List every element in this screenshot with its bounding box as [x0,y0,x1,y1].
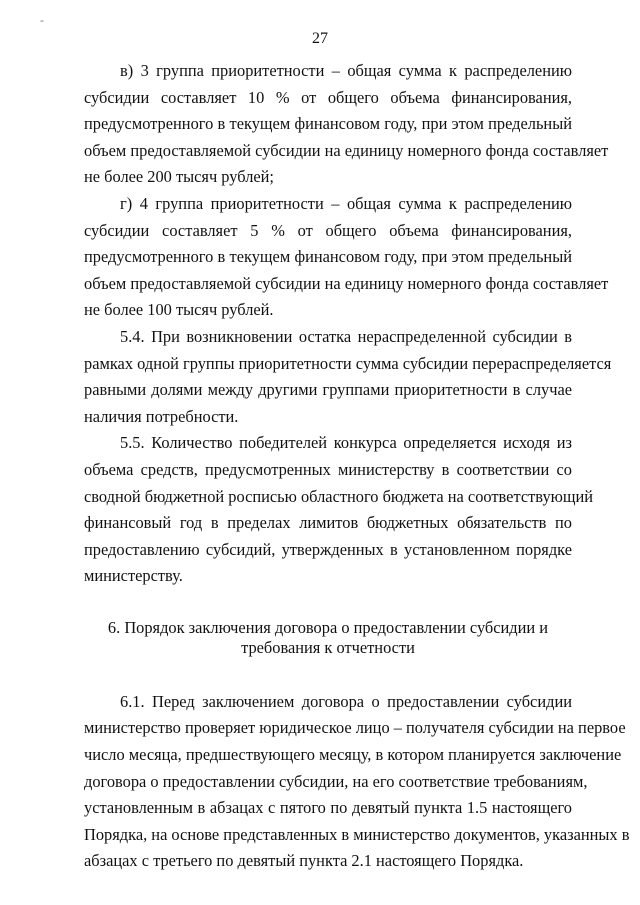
paragraph-priority-group-4 [84,191,609,324]
section-heading [84,618,572,658]
paragraph-5-4 [84,324,612,430]
text-line: министерство проверяет юридическое лицо – получателя субсидии на первое [84,718,626,738]
text-line: договора о предоставлении субсидии, на его соответствие требованиям, [84,771,588,791]
corner-mark: - [40,13,44,27]
text-line: предусмотренного в текущем финансовом году, при этом предельный [84,247,572,267]
text-line: 5.5. Количество победителей конкурса определяется исходя из [120,433,572,453]
section-heading-line: 6. Порядок заключения договора о предоставлении субсидии и [107,617,549,637]
text-line: установленным в абзацах с пятого по девятый пункта 1.5 настоящего [84,798,572,818]
text-line: Порядка, на основе представленных в министерство документов, указанных в [84,824,630,844]
paragraph-6-1 [84,689,630,875]
text-line: г) 4 группа приоритетности – общая сумма к распределению [120,193,572,213]
text-line: сводной бюджетной росписью областного бюджета на соответствующий [84,486,594,506]
text-line: наличия потребности. [84,406,239,426]
text-line: объем предоставляемой субсидии на единицу номерного фонда составляет [84,273,609,293]
text-line: абзацах с третьего по девятый пункта 2.1 настоящего Порядка. [84,851,524,871]
text-line: 5.4. При возникновении остатка нераспределенной субсидии в [120,326,572,346]
text-line: число месяца, предшествующего месяцу, в котором планируется заключение [84,745,622,765]
spacer [84,590,572,618]
page-number: 27 [312,30,328,47]
text-line: субсидии составляет 10 % от общего объема финансирования, [84,87,572,107]
spacer [84,658,572,689]
text-line: равными долями между другими группами приоритетности в случае [84,380,572,400]
text-line: субсидии составляет 5 % от общего объема финансирования, [84,220,572,240]
text-line: в) 3 группа приоритетности – общая сумма к распределению [120,61,572,80]
paragraph-priority-group-3 [84,58,609,191]
text-line: предоставлению субсидий, утвержденных в установленном порядке [84,539,572,559]
text-line: объем предоставляемой субсидии на единицу номерного фонда составляет [84,140,609,160]
text-line: финансовый год в пределах лимитов бюджетных обязательств по [84,513,572,533]
paragraph-5-5 [84,430,594,590]
text-line: предусмотренного в текущем финансовом году, при этом предельный [84,114,572,134]
text-line: объема средств, предусмотренных министерству в соответствии со [84,459,572,479]
text-line: министерству. [84,566,183,586]
text-line: не более 100 тысяч рублей. [84,300,274,320]
document-body [84,58,630,875]
text-line: не более 200 тысяч рублей; [84,167,274,187]
text-line: 6.1. Перед заключением договора о предоставлении субсидии [120,691,572,711]
section-heading-line: требования к отчетности [241,637,415,657]
text-line: рамках одной группы приоритетности сумма субсидии перераспределяется [84,353,612,373]
